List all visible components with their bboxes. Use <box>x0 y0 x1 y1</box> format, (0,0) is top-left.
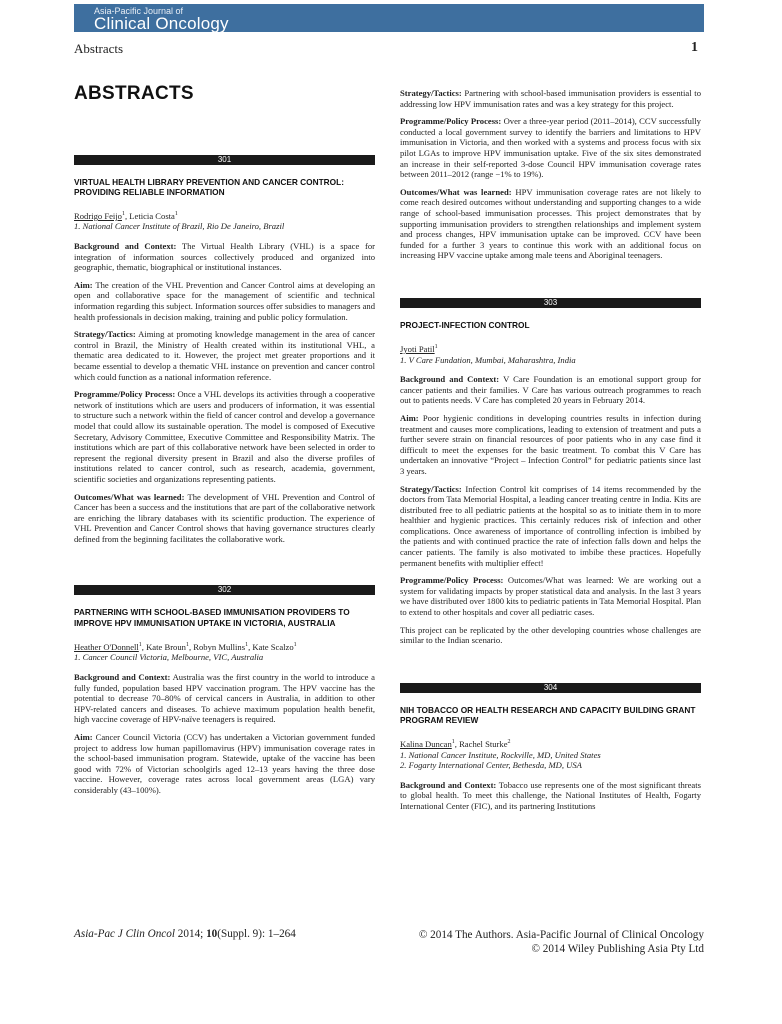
paragraph: Strategy/Tactics: Partnering with school-based immunisation providers is essential to addressing low HPV immunisation rates and was a key strategy for this project. <box>400 88 701 109</box>
abstract-title-301: VIRTUAL HEALTH LIBRARY PREVENTION AND CANCER CONTROL: PROVIDING RELIABLE INFORMATION <box>74 176 344 197</box>
author-name: Kalina Duncan <box>400 739 452 750</box>
author-name: Kate Broun <box>146 641 186 652</box>
banner-subtitle: Asia-Pacific Journal of <box>94 6 184 16</box>
paragraph: Programme/Policy Process: Once a VHL develops its activities through a cooperative network of institutions which are users and producers of information, it was essential to structure such a network within the field of cancer control and develop a governance model that could allow its sustainable operation. The model is composed of Executive Secretary, Advisory Committee, Executive Committee and Responsibility Matrix. The institutions which are part of this collaborative network have been selected in order to represent the regional diversity present in Brazil and also the diverse profiles of institutions related to cancer control, such as research, academia, government, scientific societies and organizations representing patients. <box>74 389 375 484</box>
abstract-title-303: PROJECT-INFECTION CONTROL <box>400 319 530 330</box>
paragraph: Background and Context: Tobacco use represents one of the most significant threats to global health. To meet this challenge, the National Institutes of Health, Fogarty International Center (FIC), and its partnering Institutions <box>400 779 701 812</box>
abstract-number-303: 303 <box>400 298 701 308</box>
footer-copyright: © 2014 The Authors. Asia-Pacific Journal of Clinical Oncology © 2014 Wiley Publishing Asia Pty Ltd <box>418 929 704 955</box>
abstract-number-304: 304 <box>400 683 701 693</box>
author-name: Rodrigo Feijo <box>74 210 122 221</box>
page-title: ABSTRACTS <box>74 83 194 104</box>
abstract-title-304: NIH TOBACCO OR HEALTH RESEARCH AND CAPACITY BUILDING GRANT PROGRAM REVIEW <box>400 704 696 726</box>
abstract-number-301: 301 <box>74 155 375 165</box>
abstract-number-302: 302 <box>74 585 375 595</box>
paragraph: Aim: Poor hygienic conditions in developing countries results in infection during treatment and causes more complications, leading to extension of treatment and puts a further severe strain on financial resources of poor patients who in any case find it difficult to meet the expenses for the basic treatment. To combat this V Care has undertaken an innovative “Project – Infection Control” for pediatric patients since last 3 years. <box>400 412 701 476</box>
footer-citation: Asia-Pac J Clin Oncol 2014; 10(Suppl. 9): 1–264 <box>74 928 296 940</box>
affiliation: 1. National Cancer Institute, Rockville, MD, United States <box>400 749 601 760</box>
affiliation: 1. V Care Fundation, Mumbai, Maharashtra, India <box>400 354 576 365</box>
author-name: Robyn Mullins <box>193 641 246 652</box>
authors-303: Jyoti Patil$^1$ <box>400 343 438 354</box>
affiliation: 2. Fogarty International Center, Bethesda, MD, USA <box>400 760 582 771</box>
author-name: Heather O'Donnell <box>74 641 139 652</box>
section-header: Abstracts <box>74 41 124 56</box>
journal-banner <box>74 4 704 32</box>
paragraph: Outcomes/What was learned: HPV immunisation coverage rates are not likely to come reach desired outcomes without understanding and supporting changes to a wide range of school-based immunisation processes. This project demonstrates that by supporting immunisation providers to strengthen relationships and implement system and process changes, HPV immunisation uptake can be improved. CCV have been funded for a further 3 years to continue this work with an additional focus on increasing HPV vaccine uptake among male teens and Aboriginal teenagers. <box>400 186 701 261</box>
affiliation: 1. National Cancer Institute of Brazil, Rio De Janeiro, Brazil <box>74 221 285 232</box>
paragraph: Strategy/Tactics: Infection Control kit comprises of 14 items recommended by the doctors from Tata Memorial Hospital, a leading cancer treating centre in India. Kits are distributed free to all pediatric patients at the hospital so as to initiate them in to more healthier and hygienic practices. This certainly reduces risk of infection and other complications. Once awareness of importance of controlling infection is imbibed by the patients and with continued practice the rate of infection falls down and helps the cancer patients. The family is also motivated to imbibe these practices. Hopefully permanent benefits with multiplier effect! <box>400 483 701 568</box>
author-name: Jyoti Patil <box>400 343 435 354</box>
authors-302: Heather O'Donnell$^1$, Kate Broun$^1$, Robyn Mullins$^1$, Kate Scalzo$^1$ <box>74 641 297 652</box>
author-name: Rachel Sturke <box>459 739 508 750</box>
paragraph: Programme/Policy Process: Over a three-year period (2011–2014), CCV successfully conducted a local government survey to identify the barriers and limitations to HPV immunisation in Victoria, and then worked with a systems and process focus with six pilot LGAs to improve HPV immunisation uptake. Five of the six sites demonstrated an increase in their self-reported 3-dose Council HPV immunisation coverage rates between 2011–2012 (range −1% to 19%). <box>400 116 701 180</box>
paragraph: Background and Context: The Virtual Health Library (VHL) is a space for integration of information sources collectively produced and organized into geographic, thematic, biographical or institutional instances. <box>74 241 375 273</box>
left-column <box>74 83 376 802</box>
affiliation: 1. Cancer Council Victoria, Melbourne, VIC, Australia <box>74 652 264 663</box>
paragraph: This project can be replicated by the other developing countries whose challenges are similar to the Indian scenario. <box>400 624 701 646</box>
authors-304: Kalina Duncan$^1$, Rachel Sturke$^2$ <box>400 739 511 750</box>
paragraph: Strategy/Tactics: Aiming at promoting knowledge management in the area of cancer control in Brazil, the Ministry of Health created within its institutional VHL, a thematic area dedicated to it. However, the project met greater proportions and it became essential to develop a thematic VHL instance on prevention and cancer control which could function as a national information reference. <box>74 329 375 382</box>
paragraph: Aim: Cancer Council Victoria (CCV) has undertaken a Victorian government funded project to address low human papillomavirus (HPV) immunisation coverage rates in the school-based immunisation program. Statewide, uptake of the vaccine has been good with 72% of Victorian schoolgirls aged 12–13 years having the three dose vaccine. However, coverage rates across local government areas (LGA) vary considerably (43–100%). <box>74 731 375 795</box>
page-number: 1 <box>691 40 698 55</box>
abstract-title-302: PARTNERING WITH SCHOOL-BASED IMMUNISATION PROVIDERS TO IMPROVE HPV IMMUNISATION UPTAKE IN VICTORIA, AUSTRALIA <box>74 607 350 628</box>
author-name: Kate Scalzo <box>252 641 294 652</box>
authors-301: Rodrigo Feijo$^1$, Leticia Costa$^1$ <box>74 210 178 221</box>
author-name: Leticia Costa <box>129 210 175 221</box>
paragraph: Outcomes/What was learned: The development of VHL Prevention and Control of Cancer has been a success and the institutions that are part of the collaborative network are enriching the library databases with its scientific production. The experience of VHL Prevention and Cancer Control shows that having governance structures clearly defined from the beginning facilitates the collaborative work. <box>74 491 376 544</box>
paragraph: Aim: The creation of the VHL Prevention and Cancer Control aims at developing an open and collaborative space for the management of scientific and technical information regarding this subject. Information sources offer subsidies to managers and health professionals in decision making, training and public policy formulation. <box>74 279 375 322</box>
paragraph: Background and Context: V Care Foundation is an emotional support group for cancer patients and their families. V Care has various outreach programmes to reach out to patients needs. V Care has completed 20 years in February 2014. <box>400 374 701 406</box>
banner-title: Clinical Oncology <box>94 14 229 33</box>
running-header <box>74 41 704 57</box>
paragraph: Programme/Policy Process: Outcomes/What was learned: We are working out a system for validating impacts by proper statistical data and analysis. In the last 3 years we have distributed over 1800 kits to pediatric patients in Tata Memorial Hospital. Plan to extend to other hospitals and cover all pediatric cases. <box>400 575 701 618</box>
right-column <box>400 88 701 819</box>
paragraph: Background and Context: Australia was the first country in the world to introduce a fully funded, population based HPV vaccination program. The HPV vaccine has the potential to decrease 70–80% of cervical cancers in Australia, in addition to other HPV-related cancers and diseases. To achieve maximum population health benefit, high vaccine coverage of HPV-naïve teenagers is required. <box>74 671 375 725</box>
